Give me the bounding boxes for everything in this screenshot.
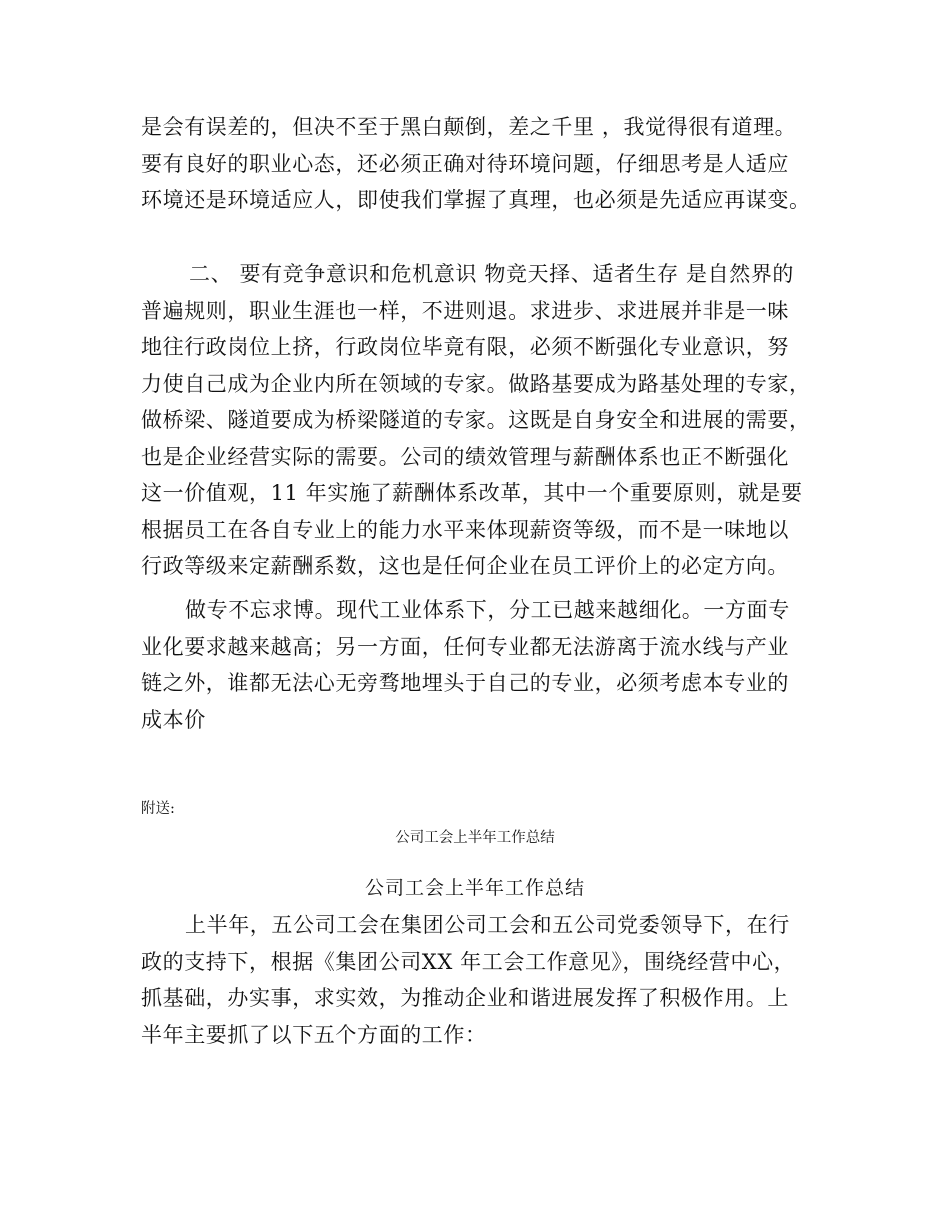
specialization-paragraph xyxy=(141,592,821,738)
text-line: 做专不忘求博。现代工业体系下，分工已越来越细化。一方面专 xyxy=(185,598,790,622)
text-line: 半年主要抓了以下五个方面的工作： xyxy=(141,1022,487,1047)
text-line: 成本价 xyxy=(141,707,206,732)
text-line: 环境还是环境适应人，即使我们掌握了真理，也必须是先适应再谋变。 xyxy=(141,188,811,212)
continuation-paragraph xyxy=(141,109,821,219)
text-line: 抓基础，办实事，求实效，为推动企业和谐进展发挥了积极作用。上 xyxy=(141,986,789,1010)
attachment-label: 附送: xyxy=(141,801,175,817)
text-line: 是会有误差的，但决不至于黑白颠倒，差之千里 ，我觉得很有道理。 xyxy=(141,115,797,139)
text-line: 普遍规则，职业生涯也一样，不进则退。求进步、求进展并非是一味 xyxy=(141,298,789,323)
text-line: 政的支持下，根据《集团公司XX 年工会工作意见》，围绕经营中心， xyxy=(141,949,796,974)
text-line: 行政等级来定薪酬系数，这也是任何企业在员工评价上的必定方向。 xyxy=(141,554,789,578)
attachment-title: 公司工会上半年工作总结 xyxy=(364,877,585,899)
attachment-small-title: 公司工会上半年工作总结 xyxy=(395,830,555,846)
text-line: 链之外，谁都无法心无旁骛地埋头于自己的专业，必须考虑本专业的 xyxy=(141,671,789,695)
text-line: 力使自己成为企业内所在领域的专家。做路基要成为路基处理的专家， xyxy=(141,371,811,396)
text-line: 要有良好的职业心态，还必须正确对待环境问题，仔细思考是人适应 xyxy=(141,151,789,176)
text-line: 根据员工在各自专业上的能力水平来体现薪资等级，而不是一味地以 xyxy=(141,517,789,542)
text-line: 业化要求越来越高；另一方面，任何专业都无法游离于流水线与产业 xyxy=(141,634,789,659)
section-heading-line: 二、 要有竞争意识和危机意识 物竞天择、适者生存 是自然界的 xyxy=(189,262,795,286)
text-line: 地往行政岗位上挤，行政岗位毕竟有限，必须不断强化专业意识，努 xyxy=(141,335,789,359)
text-line: 这一价值观，11 年实施了薪酬体系改革，其中一个重要原则，就是要 xyxy=(141,481,803,505)
text-line: 上半年，五公司工会在集团公司工会和五公司党委领导下，在行 xyxy=(185,913,790,937)
section-two-paragraph xyxy=(141,256,821,585)
text-line: 也是企业经营实际的需要。公司的绩效管理与薪酬体系也正不断强化 xyxy=(141,444,789,469)
attachment-body-paragraph xyxy=(141,907,821,1053)
text-line: 做桥梁、隧道要成为桥梁隧道的专家。这既是自身安全和进展的需要， xyxy=(141,408,811,432)
